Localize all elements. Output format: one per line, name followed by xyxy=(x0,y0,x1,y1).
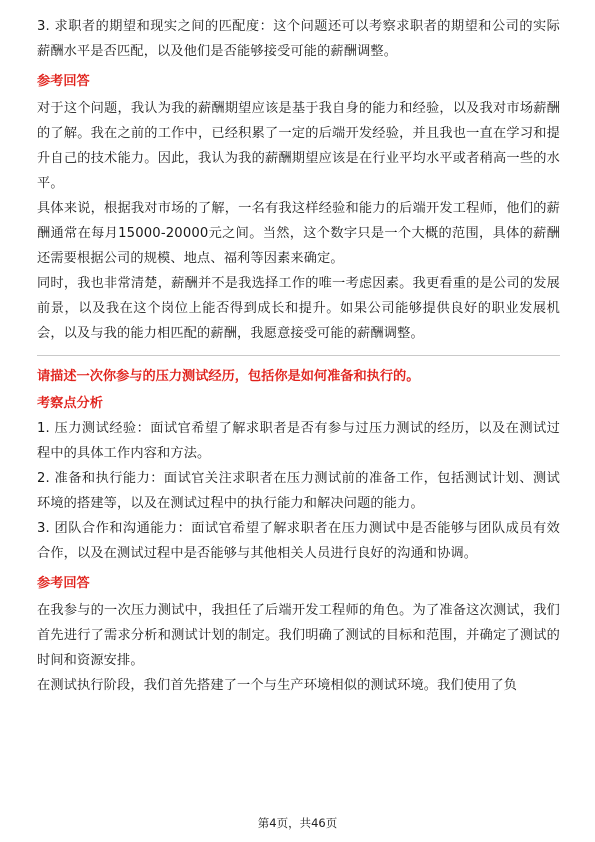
answer-paragraph: 具体来说，根据我对市场的了解，一名有我这样经验和能力的后端开发工程师，他们的薪酬通常在每月15000-20000元之间。当然，这个数字只是一个大概的范围，具体的薪酬还需要根据公司的规模、地点、福利等因素来确定。 xyxy=(37,201,560,266)
document-page xyxy=(37,14,560,698)
analysis-item: 3. 团队合作和沟通能力：面试官希望了解求职者在压力测试中是否能够与团队成员有效合作，以及在测试过程中是否能够与其他相关人员进行良好的沟通和协调。 xyxy=(37,521,560,561)
answer-paragraph: 在我参与的一次压力测试中，我担任了后端开发工程师的角色。为了准备这次测试，我们首先进行了需求分析和测试计划的制定。我们明确了测试的目标和范围，并确定了测试的时间和资源安排。 xyxy=(37,603,560,668)
answer-paragraph: 对于这个问题，我认为我的薪酬期望应该是基于我自身的能力和经验，以及我对市场薪酬的了解。我在之前的工作中，已经积累了一定的后端开发经验，并且我也一直在学习和提升自己的技术能力。因此，我认为我的薪酬期望应该是在行业平均水平或者稍高一些的水平。 xyxy=(37,101,560,191)
interview-question: 请描述一次你参与的压力测试经历，包括你是如何准备和执行的。 xyxy=(37,369,420,384)
section-divider xyxy=(37,355,560,356)
analysis-item: 2. 准备和执行能力：面试官关注求职者在压力测试前的准备工作，包括测试计划、测试环境的搭建等，以及在测试过程中的执行能力和解决问题的能力。 xyxy=(37,471,560,511)
answer-paragraph: 在测试执行阶段，我们首先搭建了一个与生产环境相似的测试环境。我们使用了负 xyxy=(37,678,518,693)
page-number: 第4页，共46页 xyxy=(257,816,338,830)
analysis-item: 1. 压力测试经验：面试官希望了解求职者是否有参与过压力测试的经历，以及在测试过程中的具体工作内容和方法。 xyxy=(37,421,560,461)
reference-answer-heading: 参考回答 xyxy=(37,576,90,591)
criteria-item-3: 3. 求职者的期望和现实之间的匹配度：这个问题还可以考察求职者的期望和公司的实际薪酬水平是否匹配，以及他们是否能够接受可能的薪酬调整。 xyxy=(37,19,560,59)
answer-paragraph: 同时，我也非常清楚，薪酬并不是我选择工作的唯一考虑因素。我更看重的是公司的发展前景，以及我在这个岗位上能否得到成长和提升。如果公司能够提供良好的职业发展机会，以及与我的能力相匹配的薪酬，我愿意接受可能的薪酬调整。 xyxy=(37,276,560,341)
analysis-heading: 考察点分析 xyxy=(37,396,103,411)
reference-answer-heading: 参考回答 xyxy=(37,74,90,89)
